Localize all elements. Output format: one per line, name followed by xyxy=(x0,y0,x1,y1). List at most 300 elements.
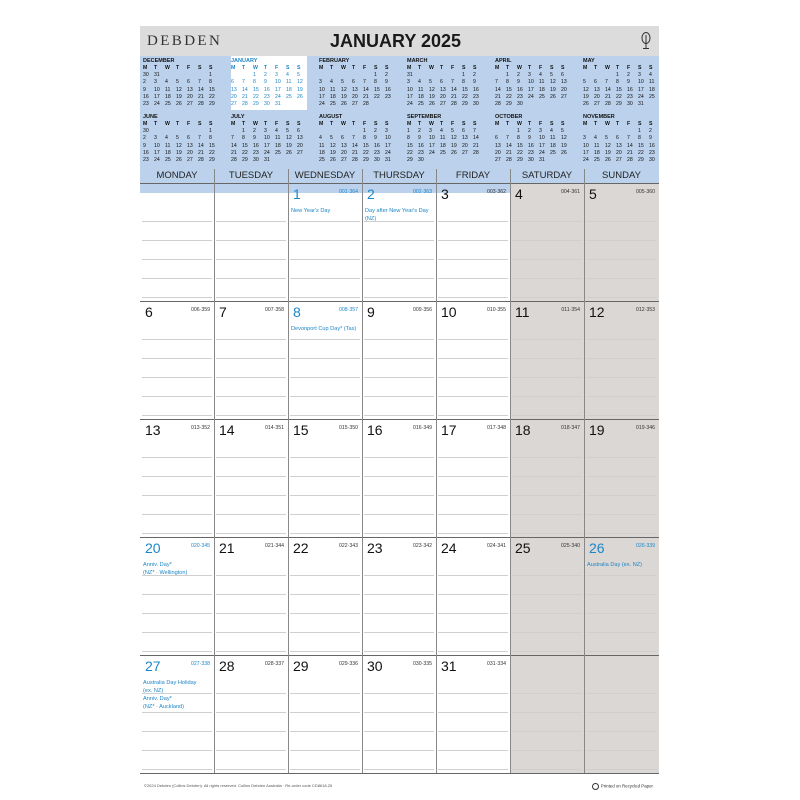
writing-line xyxy=(290,575,360,576)
mini-day: 22 xyxy=(462,93,468,100)
day-number: 1 xyxy=(293,186,301,202)
day-cell[interactable] xyxy=(140,183,214,301)
mini-day: 17 xyxy=(528,86,534,93)
mini-weekday: T xyxy=(528,65,532,71)
mini-day: 3 xyxy=(407,79,410,86)
mini-weekday: W xyxy=(517,121,522,127)
mini-day: 17 xyxy=(154,149,160,156)
writing-line xyxy=(216,259,286,260)
mini-day xyxy=(198,128,209,135)
mini-day: 17 xyxy=(429,142,435,149)
mini-weekday: S xyxy=(550,65,554,71)
writing-line xyxy=(586,613,657,614)
day-number: 15 xyxy=(293,422,309,438)
writing-line xyxy=(586,377,657,378)
writing-line xyxy=(290,297,360,298)
writing-line xyxy=(216,396,286,397)
mini-month-grid xyxy=(407,65,487,108)
day-number: 16 xyxy=(367,422,383,438)
mini-day xyxy=(231,72,242,79)
day-cell[interactable] xyxy=(510,419,584,537)
mini-day: 8 xyxy=(517,135,520,142)
day-cell[interactable] xyxy=(362,655,436,773)
mini-day: 21 xyxy=(473,142,479,149)
day-number: 23 xyxy=(367,540,383,556)
mini-day: 29 xyxy=(209,100,215,107)
mini-day: 28 xyxy=(242,100,248,107)
mini-day: 10 xyxy=(154,142,160,149)
mini-day: 28 xyxy=(352,156,358,163)
mini-day: 7 xyxy=(242,79,245,86)
mini-day: 22 xyxy=(253,93,259,100)
mini-weekday: M xyxy=(319,121,324,127)
mini-day: 7 xyxy=(506,135,509,142)
mini-day: 5 xyxy=(330,135,333,142)
mini-day: 18 xyxy=(165,93,171,100)
day-cell[interactable] xyxy=(436,537,510,655)
mini-day: 10 xyxy=(154,86,160,93)
writing-line xyxy=(512,495,582,496)
mini-weekday: S xyxy=(385,65,389,71)
day-cell[interactable] xyxy=(362,183,436,301)
day-number: 26 xyxy=(589,540,605,556)
day-cell[interactable] xyxy=(214,301,288,419)
writing-line xyxy=(216,457,286,458)
mini-day: 18 xyxy=(539,86,545,93)
day-cell[interactable] xyxy=(362,537,436,655)
mini-weekday: T xyxy=(616,65,620,71)
mini-day: 4 xyxy=(550,128,553,135)
day-of-year-code: 020·345 xyxy=(190,543,210,549)
writing-line xyxy=(142,377,212,378)
mini-day: 3 xyxy=(154,79,157,86)
mini-day: 24 xyxy=(638,93,644,100)
mini-day: 18 xyxy=(594,149,600,156)
mini-day: 25 xyxy=(286,93,292,100)
mini-weekday: T xyxy=(264,121,268,127)
mini-day: 23 xyxy=(253,149,259,156)
mini-day xyxy=(418,72,429,79)
writing-line xyxy=(364,240,434,241)
mini-day: 12 xyxy=(297,79,303,86)
day-cell[interactable] xyxy=(362,419,436,537)
writing-line xyxy=(364,613,434,614)
day-cell[interactable] xyxy=(436,301,510,419)
writing-line xyxy=(512,731,582,732)
writing-line xyxy=(364,769,434,770)
writing-line xyxy=(512,750,582,751)
mini-day: 18 xyxy=(649,86,655,93)
mini-day: 6 xyxy=(440,79,443,86)
day-cell[interactable] xyxy=(140,537,214,655)
mini-day: 12 xyxy=(286,135,292,142)
mini-day xyxy=(176,128,187,135)
writing-line xyxy=(216,240,286,241)
day-number: 30 xyxy=(367,658,383,674)
mini-day: 21 xyxy=(242,93,248,100)
holiday-label: Anniv. Day* xyxy=(143,562,172,568)
mini-day: 14 xyxy=(451,86,457,93)
mini-day: 22 xyxy=(407,149,413,156)
writing-line xyxy=(216,712,286,713)
mini-day: 26 xyxy=(176,156,182,163)
mini-day: 10 xyxy=(429,135,435,142)
recycle-icon xyxy=(592,783,599,790)
day-cell[interactable] xyxy=(362,301,436,419)
mini-day: 11 xyxy=(539,79,545,86)
mini-weekday: F xyxy=(539,121,543,127)
mini-weekday: T xyxy=(176,65,180,71)
writing-line xyxy=(512,240,582,241)
day-cell[interactable] xyxy=(140,655,214,773)
mini-day xyxy=(231,128,242,135)
mini-day: 10 xyxy=(385,135,391,142)
mini-day: 6 xyxy=(561,72,564,79)
mini-day: 15 xyxy=(462,86,468,93)
mini-day xyxy=(154,128,165,135)
writing-line xyxy=(364,396,434,397)
writing-line xyxy=(586,297,657,298)
day-cell[interactable] xyxy=(214,537,288,655)
writing-line xyxy=(586,358,657,359)
mini-day: 17 xyxy=(539,142,545,149)
mini-day: 26 xyxy=(429,100,435,107)
mini-day: 4 xyxy=(165,79,168,86)
mini-day: 24 xyxy=(154,156,160,163)
mini-month-grid xyxy=(143,121,223,164)
day-of-year-code: 011·354 xyxy=(561,307,580,313)
mini-day: 9 xyxy=(374,135,377,142)
mini-weekday: T xyxy=(154,65,158,71)
mini-day: 3 xyxy=(429,128,432,135)
mini-day: 11 xyxy=(440,135,446,142)
writing-line xyxy=(438,693,508,694)
mini-day: 16 xyxy=(473,86,479,93)
mini-day: 25 xyxy=(165,156,171,163)
mini-day: 1 xyxy=(209,128,212,135)
writing-line xyxy=(512,259,582,260)
mini-day: 2 xyxy=(649,128,652,135)
mini-weekday: T xyxy=(594,121,598,127)
day-cell[interactable] xyxy=(214,419,288,537)
day-cell[interactable] xyxy=(140,301,214,419)
day-cell[interactable] xyxy=(510,301,584,419)
mini-day: 29 xyxy=(209,156,215,163)
mini-day: 13 xyxy=(187,142,193,149)
writing-line xyxy=(586,495,657,496)
writing-line xyxy=(290,632,360,633)
brand-logo: DEBDEN xyxy=(147,33,223,49)
mini-day: 12 xyxy=(330,142,336,149)
month-grid xyxy=(140,183,659,773)
mini-day: 12 xyxy=(583,86,589,93)
writing-line xyxy=(586,259,657,260)
mini-day: 23 xyxy=(649,149,655,156)
writing-line xyxy=(438,731,508,732)
writing-line xyxy=(512,514,582,515)
mini-day: 9 xyxy=(627,79,630,86)
mini-day: 18 xyxy=(286,86,292,93)
mini-day: 24 xyxy=(264,149,270,156)
writing-line xyxy=(142,651,212,652)
mini-day: 21 xyxy=(627,149,633,156)
mini-month xyxy=(231,114,311,164)
mini-day: 11 xyxy=(594,142,600,149)
mini-day: 29 xyxy=(616,100,622,107)
mini-weekday: S xyxy=(649,65,653,71)
writing-line xyxy=(438,533,508,534)
mini-day: 23 xyxy=(517,93,523,100)
mini-day: 20 xyxy=(462,142,468,149)
day-cell[interactable] xyxy=(140,419,214,537)
day-cell[interactable] xyxy=(436,419,510,537)
day-cell[interactable] xyxy=(436,183,510,301)
mini-day: 28 xyxy=(627,156,633,163)
holiday-label: (NZ* · Wellington) xyxy=(143,570,188,576)
mini-day: 21 xyxy=(495,93,501,100)
mini-day: 22 xyxy=(242,149,248,156)
mini-day: 22 xyxy=(374,93,380,100)
day-number: 28 xyxy=(219,658,235,674)
day-cell[interactable] xyxy=(510,183,584,301)
day-cell[interactable] xyxy=(288,301,362,419)
writing-line xyxy=(142,712,212,713)
mini-day: 1 xyxy=(242,128,245,135)
mini-day: 29 xyxy=(363,156,369,163)
holiday-label: Anniv. Day* xyxy=(143,696,172,702)
day-cell[interactable] xyxy=(584,655,659,773)
mini-day: 6 xyxy=(462,128,465,135)
mini-day: 7 xyxy=(495,79,498,86)
mini-weekday: T xyxy=(440,121,444,127)
mini-day: 24 xyxy=(407,100,413,107)
day-cell[interactable] xyxy=(584,537,659,655)
mini-weekday: S xyxy=(297,65,301,71)
writing-line xyxy=(586,632,657,633)
day-number: 13 xyxy=(145,422,161,438)
writing-line xyxy=(512,476,582,477)
mini-day: 1 xyxy=(374,72,377,79)
mini-day: 1 xyxy=(517,128,520,135)
column-divider xyxy=(288,169,289,773)
mini-day: 23 xyxy=(264,93,270,100)
mini-day: 22 xyxy=(638,149,644,156)
mini-day: 21 xyxy=(198,93,204,100)
mini-day: 3 xyxy=(264,128,267,135)
day-cell[interactable] xyxy=(584,301,659,419)
mini-day: 4 xyxy=(330,79,333,86)
mini-day: 19 xyxy=(297,86,303,93)
writing-line xyxy=(438,278,508,279)
mini-weekday: T xyxy=(506,65,510,71)
mini-day: 25 xyxy=(330,100,336,107)
mini-day: 19 xyxy=(286,142,292,149)
day-of-year-code: 030·335 xyxy=(412,661,432,667)
day-cell[interactable] xyxy=(436,655,510,773)
mini-day: 31 xyxy=(275,100,281,107)
writing-line xyxy=(290,750,360,751)
writing-line xyxy=(216,278,286,279)
mini-day: 13 xyxy=(352,86,358,93)
mini-month-grid xyxy=(231,121,311,164)
mini-day: 22 xyxy=(517,149,523,156)
mini-day: 12 xyxy=(561,135,567,142)
day-cell[interactable] xyxy=(584,419,659,537)
writing-line xyxy=(586,693,657,694)
holiday-label: (NZ) xyxy=(365,216,377,222)
mini-day: 6 xyxy=(352,79,355,86)
mini-day: 13 xyxy=(616,142,622,149)
day-cell[interactable] xyxy=(510,655,584,773)
mini-day: 18 xyxy=(319,149,325,156)
mini-day: 16 xyxy=(264,86,270,93)
mini-day: 8 xyxy=(209,79,212,86)
mini-weekday: T xyxy=(594,65,598,71)
mini-day: 29 xyxy=(242,156,248,163)
mini-day: 2 xyxy=(143,135,146,142)
writing-line xyxy=(512,415,582,416)
writing-line xyxy=(512,613,582,614)
column-divider xyxy=(214,169,215,773)
mini-day: 4 xyxy=(319,135,322,142)
mini-day: 6 xyxy=(616,135,619,142)
mini-day: 20 xyxy=(561,86,567,93)
mini-day: 23 xyxy=(143,100,149,107)
day-of-year-code: 005·360 xyxy=(635,189,655,195)
writing-line xyxy=(216,769,286,770)
day-cell[interactable] xyxy=(288,655,362,773)
day-number: 10 xyxy=(441,304,457,320)
mini-day: 2 xyxy=(473,72,476,79)
mini-day: 15 xyxy=(253,86,259,93)
column-divider xyxy=(584,169,585,773)
day-of-year-code: 028·337 xyxy=(264,661,284,667)
mini-day: 15 xyxy=(374,86,380,93)
mini-day: 9 xyxy=(649,135,652,142)
mini-day: 13 xyxy=(561,79,567,86)
mini-day: 16 xyxy=(385,86,391,93)
mini-day: 21 xyxy=(363,93,369,100)
writing-line xyxy=(438,575,508,576)
mini-day: 4 xyxy=(286,72,289,79)
mini-day: 30 xyxy=(649,156,655,163)
day-cell[interactable] xyxy=(214,655,288,773)
day-number: 12 xyxy=(589,304,605,320)
mini-day xyxy=(495,128,506,135)
mini-month-name: NOVEMBER xyxy=(583,114,615,120)
mini-day: 5 xyxy=(176,79,179,86)
mini-day: 29 xyxy=(462,100,468,107)
writing-line xyxy=(364,514,434,515)
mini-day: 16 xyxy=(649,142,655,149)
writing-line xyxy=(290,396,360,397)
day-cell[interactable] xyxy=(584,183,659,301)
mini-day: 30 xyxy=(264,100,270,107)
mini-day: 24 xyxy=(583,156,589,163)
writing-line xyxy=(364,259,434,260)
writing-line xyxy=(216,221,286,222)
mini-day: 11 xyxy=(418,86,424,93)
mini-day: 26 xyxy=(286,149,292,156)
mini-day: 29 xyxy=(506,100,512,107)
mini-day: 3 xyxy=(528,72,531,79)
mini-day: 10 xyxy=(319,86,325,93)
day-of-year-code: 016·349 xyxy=(412,425,432,431)
day-cell[interactable] xyxy=(510,537,584,655)
mini-day: 19 xyxy=(341,93,347,100)
mini-day: 16 xyxy=(418,142,424,149)
mini-day: 14 xyxy=(473,135,479,142)
day-cell[interactable] xyxy=(214,183,288,301)
mini-day: 3 xyxy=(638,72,641,79)
mini-weekday: T xyxy=(264,65,268,71)
mini-day: 7 xyxy=(363,79,366,86)
mini-day: 3 xyxy=(385,128,388,135)
day-cell[interactable] xyxy=(288,537,362,655)
mini-day: 23 xyxy=(473,93,479,100)
mini-day: 16 xyxy=(143,149,149,156)
mini-day: 28 xyxy=(605,100,611,107)
mini-day: 25 xyxy=(319,156,325,163)
mini-day: 28 xyxy=(506,156,512,163)
mini-day: 1 xyxy=(506,72,509,79)
mini-month-grid xyxy=(495,65,575,108)
mini-day: 2 xyxy=(374,128,377,135)
mini-day: 1 xyxy=(407,128,410,135)
mini-day xyxy=(242,72,253,79)
mini-day: 9 xyxy=(143,142,146,149)
mini-day: 8 xyxy=(363,135,366,142)
mini-day: 1 xyxy=(253,72,256,79)
mini-day: 12 xyxy=(176,86,182,93)
mini-day: 22 xyxy=(506,93,512,100)
mini-weekday: W xyxy=(429,65,434,71)
mini-weekday: S xyxy=(473,65,477,71)
day-cell[interactable] xyxy=(288,419,362,537)
writing-line xyxy=(290,712,360,713)
mini-day: 4 xyxy=(440,128,443,135)
day-of-year-code: 009·356 xyxy=(412,307,432,313)
day-cell[interactable] xyxy=(288,183,362,301)
writing-line xyxy=(142,476,212,477)
mini-day: 1 xyxy=(363,128,366,135)
mini-day: 1 xyxy=(638,128,641,135)
writing-line xyxy=(290,240,360,241)
writing-line xyxy=(364,731,434,732)
mini-weekday: T xyxy=(616,121,620,127)
day-of-year-code: 023·342 xyxy=(412,543,432,549)
mini-month xyxy=(143,58,223,108)
mini-day xyxy=(319,72,330,79)
writing-line xyxy=(142,514,212,515)
writing-line xyxy=(364,377,434,378)
mini-day: 26 xyxy=(297,93,303,100)
mini-weekday: F xyxy=(451,65,455,71)
day-header-saturday: SATURDAY xyxy=(521,170,573,181)
mini-weekday: S xyxy=(209,65,213,71)
writing-line xyxy=(216,358,286,359)
mini-day: 27 xyxy=(495,156,501,163)
writing-line xyxy=(364,533,434,534)
mini-day: 21 xyxy=(231,149,237,156)
writing-line xyxy=(512,221,582,222)
mini-day: 24 xyxy=(385,149,391,156)
mini-day: 31 xyxy=(407,72,413,79)
mini-day xyxy=(363,72,374,79)
writing-line xyxy=(438,377,508,378)
mini-day: 25 xyxy=(539,93,545,100)
mini-day: 27 xyxy=(440,100,446,107)
